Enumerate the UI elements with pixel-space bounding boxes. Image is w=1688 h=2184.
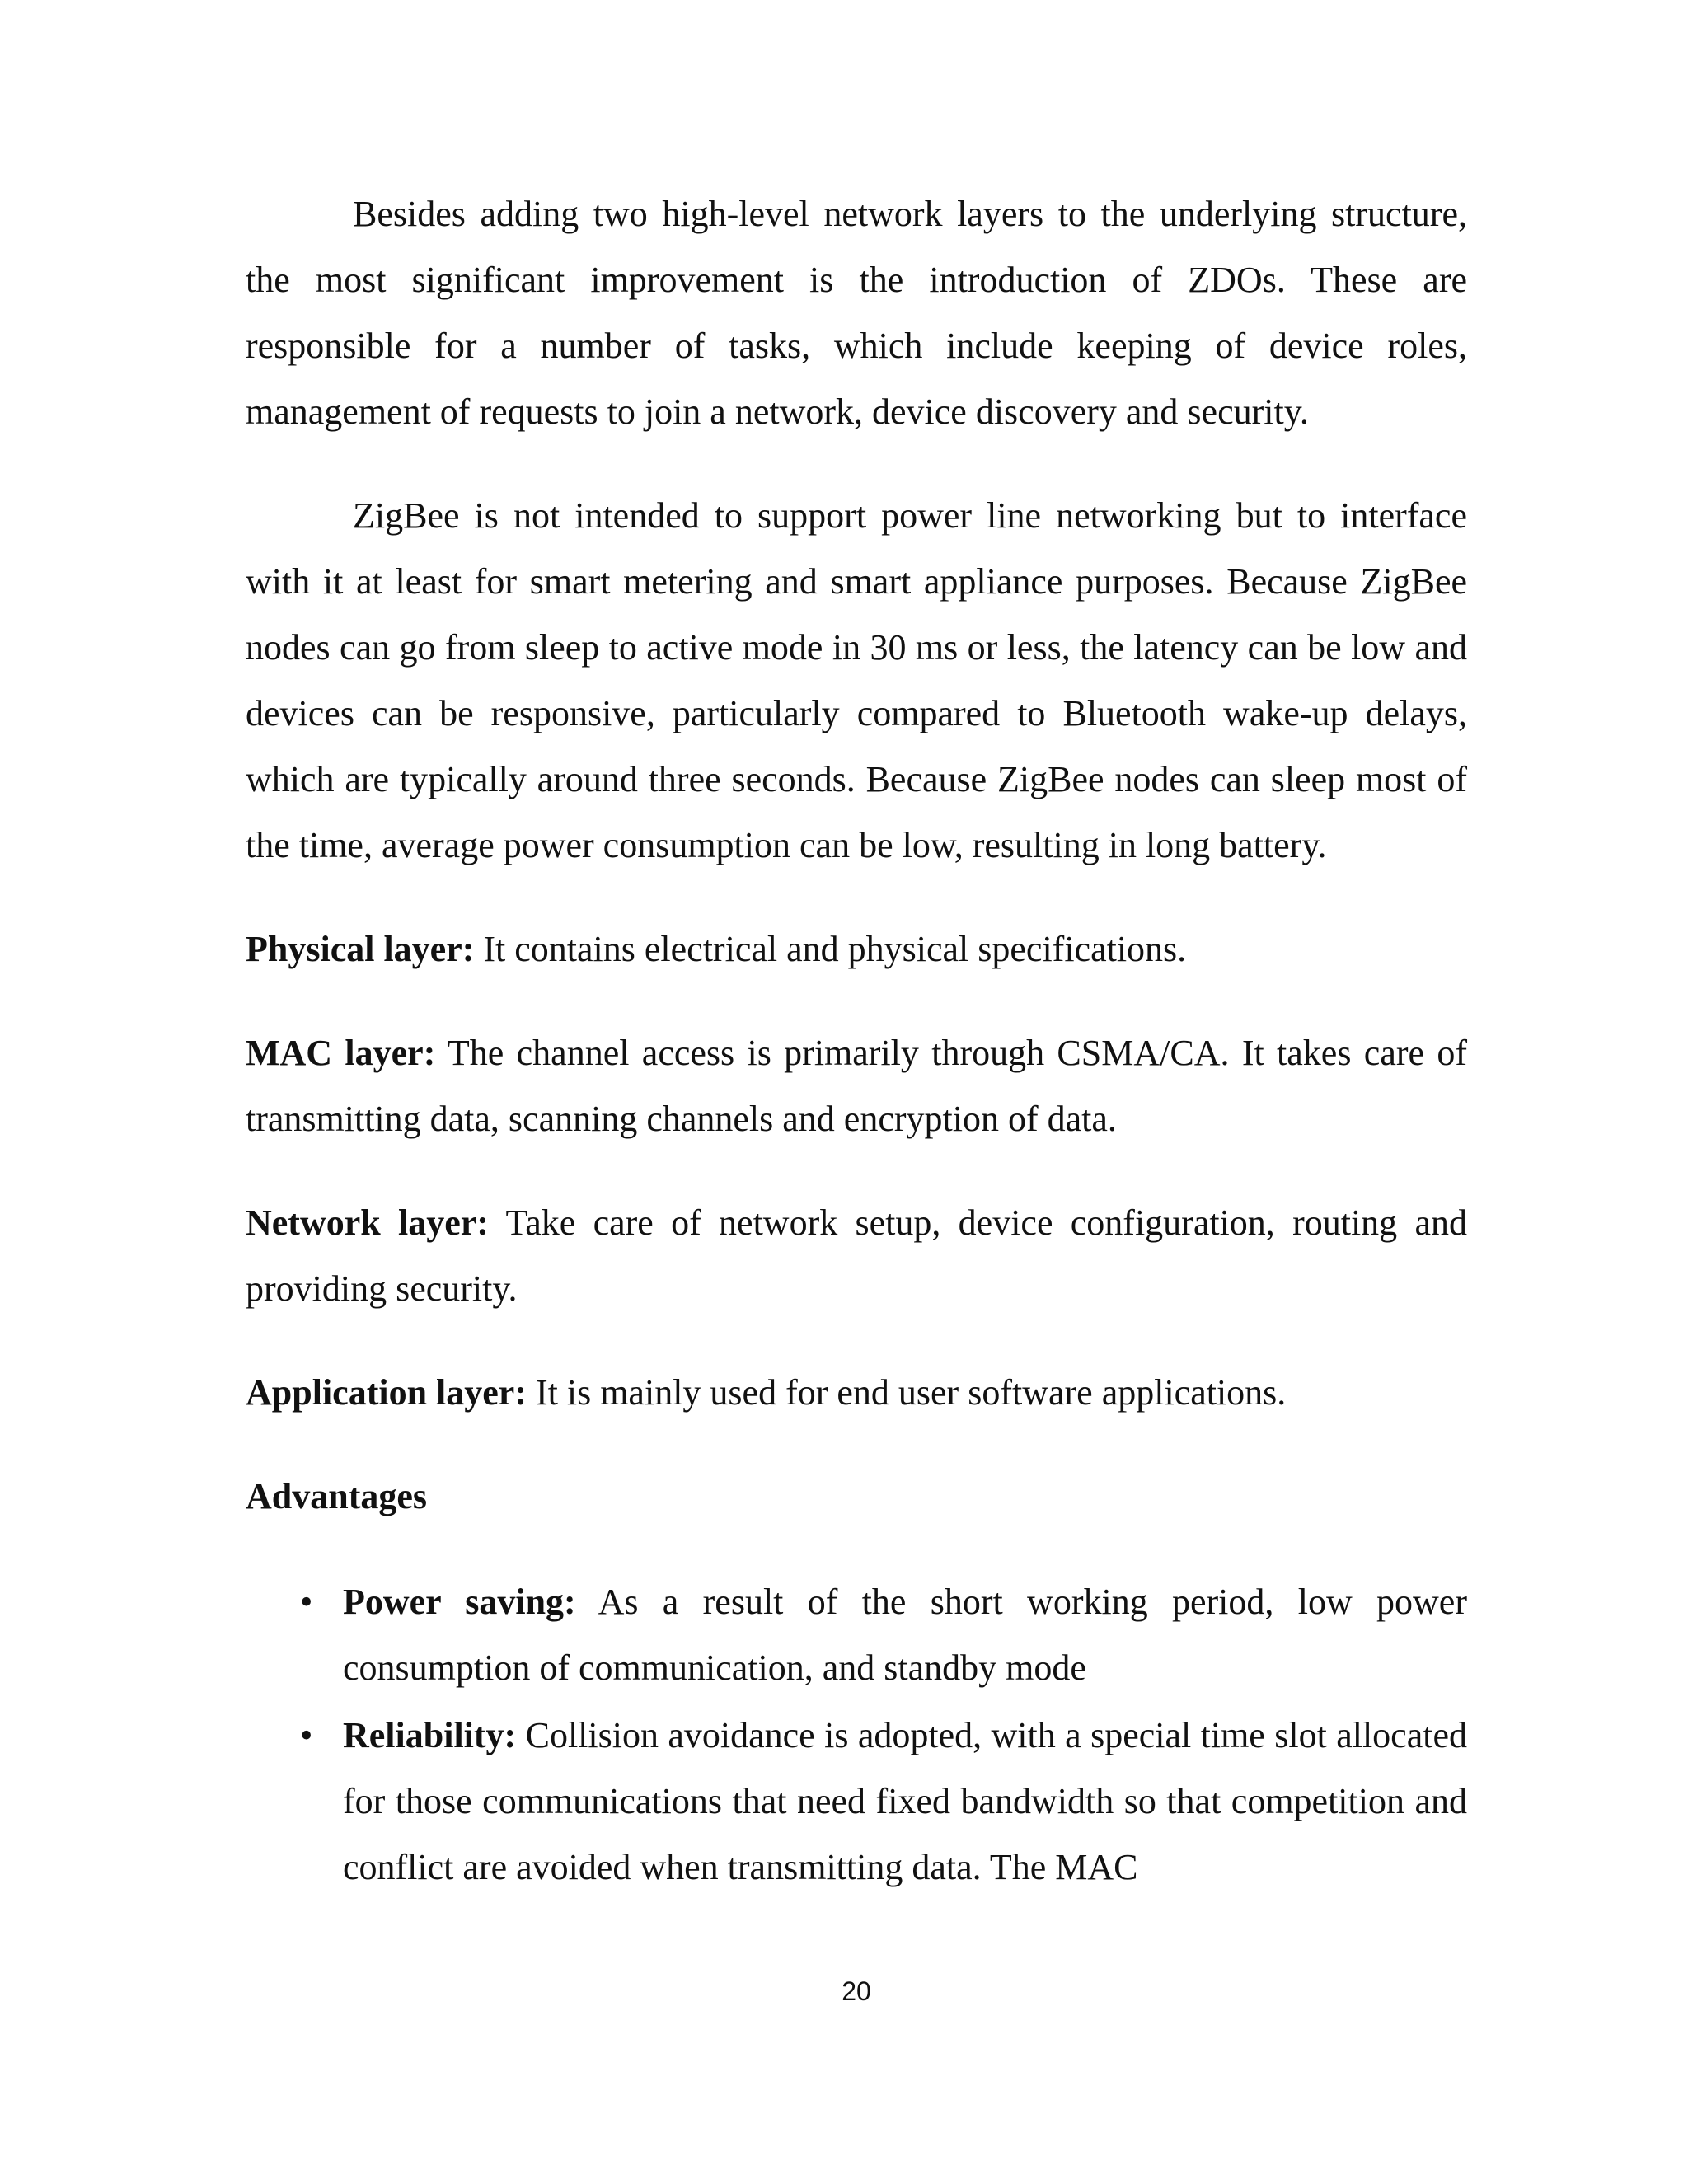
list-item-reliability [246, 1703, 1467, 1900]
list-item-text: Collision avoidance is adopted, with a special time slot allocated for those communications that need fixed bandwidth so that competition and conflict are avoided when transmitting data. The MAC [343, 1715, 1467, 1887]
paragraph-zdo-intro: Besides adding two high-level network layers to the underlying structure, the most significant improvement is the introduction of ZDOs. These are responsible for a number of tasks, which include keeping of device roles, management of requests to join a network, device discovery and security. [246, 194, 1467, 432]
definition-term: Application layer: [246, 1372, 527, 1413]
definition-network-layer [246, 1190, 1467, 1322]
section-heading-advantages: Advantages [246, 1476, 428, 1516]
paragraph-zigbee-power: ZigBee is not intended to support power line networking but to interface with it at least for smart metering and smart appliance purposes. Because ZigBee nodes can go from sleep to active mode in 30 ms or less, the latency can be low and devices can be responsive, particularly compared to Bluetooth wake-up delays, which are typically around three seconds. Because ZigBee nodes can sleep most of the time, average power consumption can be low, resulting in long battery. [246, 495, 1467, 865]
list-item-text: As a result of the short working period, low power consumption of communication, and standby mode [343, 1582, 1467, 1688]
list-item-power-saving [246, 1569, 1467, 1701]
definition-physical-layer [246, 916, 1467, 982]
page-body [246, 181, 1467, 1902]
advantages-list [246, 1569, 1467, 1900]
definition-term: MAC layer: [246, 1033, 436, 1073]
definition-term: Network layer: [246, 1202, 489, 1243]
list-item-term: Power saving: [343, 1582, 576, 1622]
definition-term: Physical layer: [246, 929, 475, 969]
bullet-icon: • [300, 1582, 313, 1622]
bullet-icon: • [300, 1715, 313, 1755]
page-number: 20 [842, 1976, 871, 2006]
definition-text: The channel access is primarily through CSMA/CA. It takes care of transmitting data, scanning channels and encryption of data. [246, 1033, 1468, 1139]
definition-text: It is mainly used for end user software applications. [526, 1372, 1287, 1413]
definition-application-layer [246, 1360, 1467, 1426]
definition-text: Take care of network setup, device configuration, routing and providing security. [246, 1202, 1467, 1309]
list-item-term: Reliability: [343, 1715, 517, 1755]
definition-mac-layer [246, 1020, 1467, 1152]
definition-text: It contains electrical and physical specifications. [474, 929, 1187, 969]
